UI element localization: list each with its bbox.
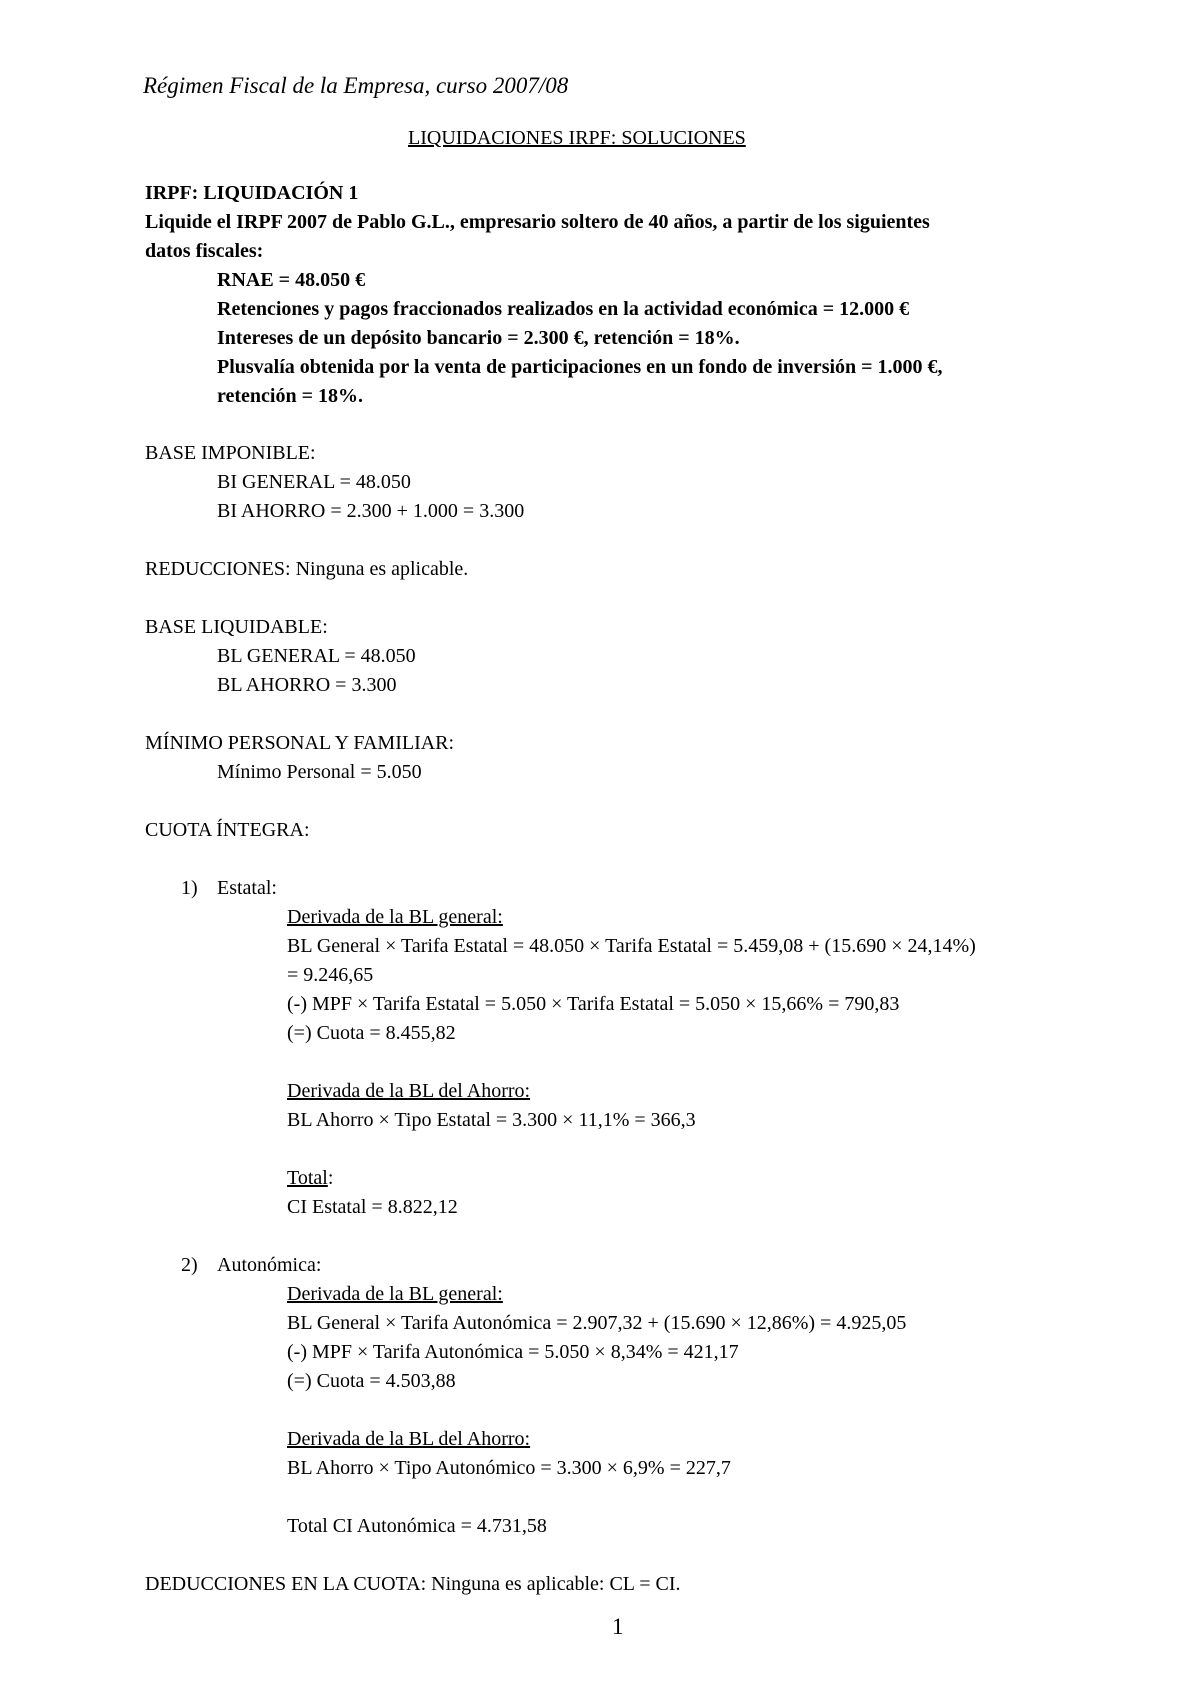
data-line: RNAE = 48.050 € bbox=[217, 269, 366, 291]
list-number: 2) bbox=[181, 1254, 198, 1276]
calc-line: BL General × Tarifa Estatal = 48.050 × Tarifa Estatal = 5.459,08 + (15.690 × 24,14%) bbox=[287, 935, 976, 957]
calc-line: (-) MPF × Tarifa Estatal = 5.050 × Tarifa Estatal = 5.050 × 15,66% = 790,83 bbox=[287, 993, 900, 1015]
list-number: 1) bbox=[181, 877, 198, 899]
section-label: CUOTA ÍNTEGRA: bbox=[145, 819, 310, 841]
calc-line: BL General × Tarifa Autonómica = 2.907,32 + (15.690 × 12,86%) = 4.925,05 bbox=[287, 1312, 907, 1334]
section-label: DEDUCCIONES EN LA CUOTA: Ninguna es aplicable: CL = CI. bbox=[145, 1573, 681, 1595]
total-heading: Total bbox=[287, 1167, 328, 1189]
data-line: Intereses de un depósito bancario = 2.300 €, retención = 18%. bbox=[217, 327, 740, 349]
calc-line: (-) MPF × Tarifa Autonómica = 5.050 × 8,34% = 421,17 bbox=[287, 1341, 739, 1363]
exercise-heading: IRPF: LIQUIDACIÓN 1 bbox=[145, 182, 359, 204]
calc-line: BL GENERAL = 48.050 bbox=[217, 645, 416, 667]
subsection-label: Autonómica: bbox=[217, 1254, 322, 1276]
subsection-label: Estatal: bbox=[217, 877, 277, 899]
subheading: Derivada de la BL general: bbox=[287, 1283, 503, 1305]
page-number: 1 bbox=[612, 1614, 624, 1639]
calc-line: BL Ahorro × Tipo Estatal = 3.300 × 11,1% = 366,3 bbox=[287, 1109, 696, 1131]
data-line: Retenciones y pagos fraccionados realizados en la actividad económica = 12.000 € bbox=[217, 298, 910, 320]
calc-line: BL Ahorro × Tipo Autonómico = 3.300 × 6,9% = 227,7 bbox=[287, 1457, 731, 1479]
statement-line: datos fiscales: bbox=[145, 240, 264, 262]
total-colon: : bbox=[327, 1167, 334, 1189]
data-line: Plusvalía obtenida por la venta de participaciones en un fondo de inversión = 1.000 €, bbox=[217, 356, 943, 378]
section-label: REDUCCIONES: Ninguna es aplicable. bbox=[145, 558, 469, 580]
calc-line: (=) Cuota = 4.503,88 bbox=[287, 1370, 456, 1392]
calc-line: = 9.246,65 bbox=[287, 964, 374, 986]
calc-line: BL AHORRO = 3.300 bbox=[217, 674, 397, 696]
calc-line: Mínimo Personal = 5.050 bbox=[217, 761, 422, 783]
section-label: BASE LIQUIDABLE: bbox=[145, 616, 328, 638]
calc-line: CI Estatal = 8.822,12 bbox=[287, 1196, 458, 1218]
section-label: BASE IMPONIBLE: bbox=[145, 442, 316, 464]
running-header: Régimen Fiscal de la Empresa, curso 2007/08 bbox=[143, 73, 569, 98]
subheading: Derivada de la BL del Ahorro: bbox=[287, 1428, 531, 1450]
page-title: LIQUIDACIONES IRPF: SOLUCIONES bbox=[408, 127, 746, 149]
subheading bbox=[287, 1168, 333, 1188]
section-label: MÍNIMO PERSONAL Y FAMILIAR: bbox=[145, 732, 455, 754]
statement-line: Liquide el IRPF 2007 de Pablo G.L., empresario soltero de 40 años, a partir de los siguientes bbox=[145, 211, 930, 233]
calc-line: BI GENERAL = 48.050 bbox=[217, 471, 411, 493]
calc-line: Total CI Autonómica = 4.731,58 bbox=[287, 1515, 547, 1537]
calc-line: BI AHORRO = 2.300 + 1.000 = 3.300 bbox=[217, 500, 525, 522]
calc-line: (=) Cuota = 8.455,82 bbox=[287, 1022, 456, 1044]
subheading: Derivada de la BL general: bbox=[287, 906, 503, 928]
data-line: retención = 18%. bbox=[217, 385, 364, 407]
subheading: Derivada de la BL del Ahorro: bbox=[287, 1080, 531, 1102]
